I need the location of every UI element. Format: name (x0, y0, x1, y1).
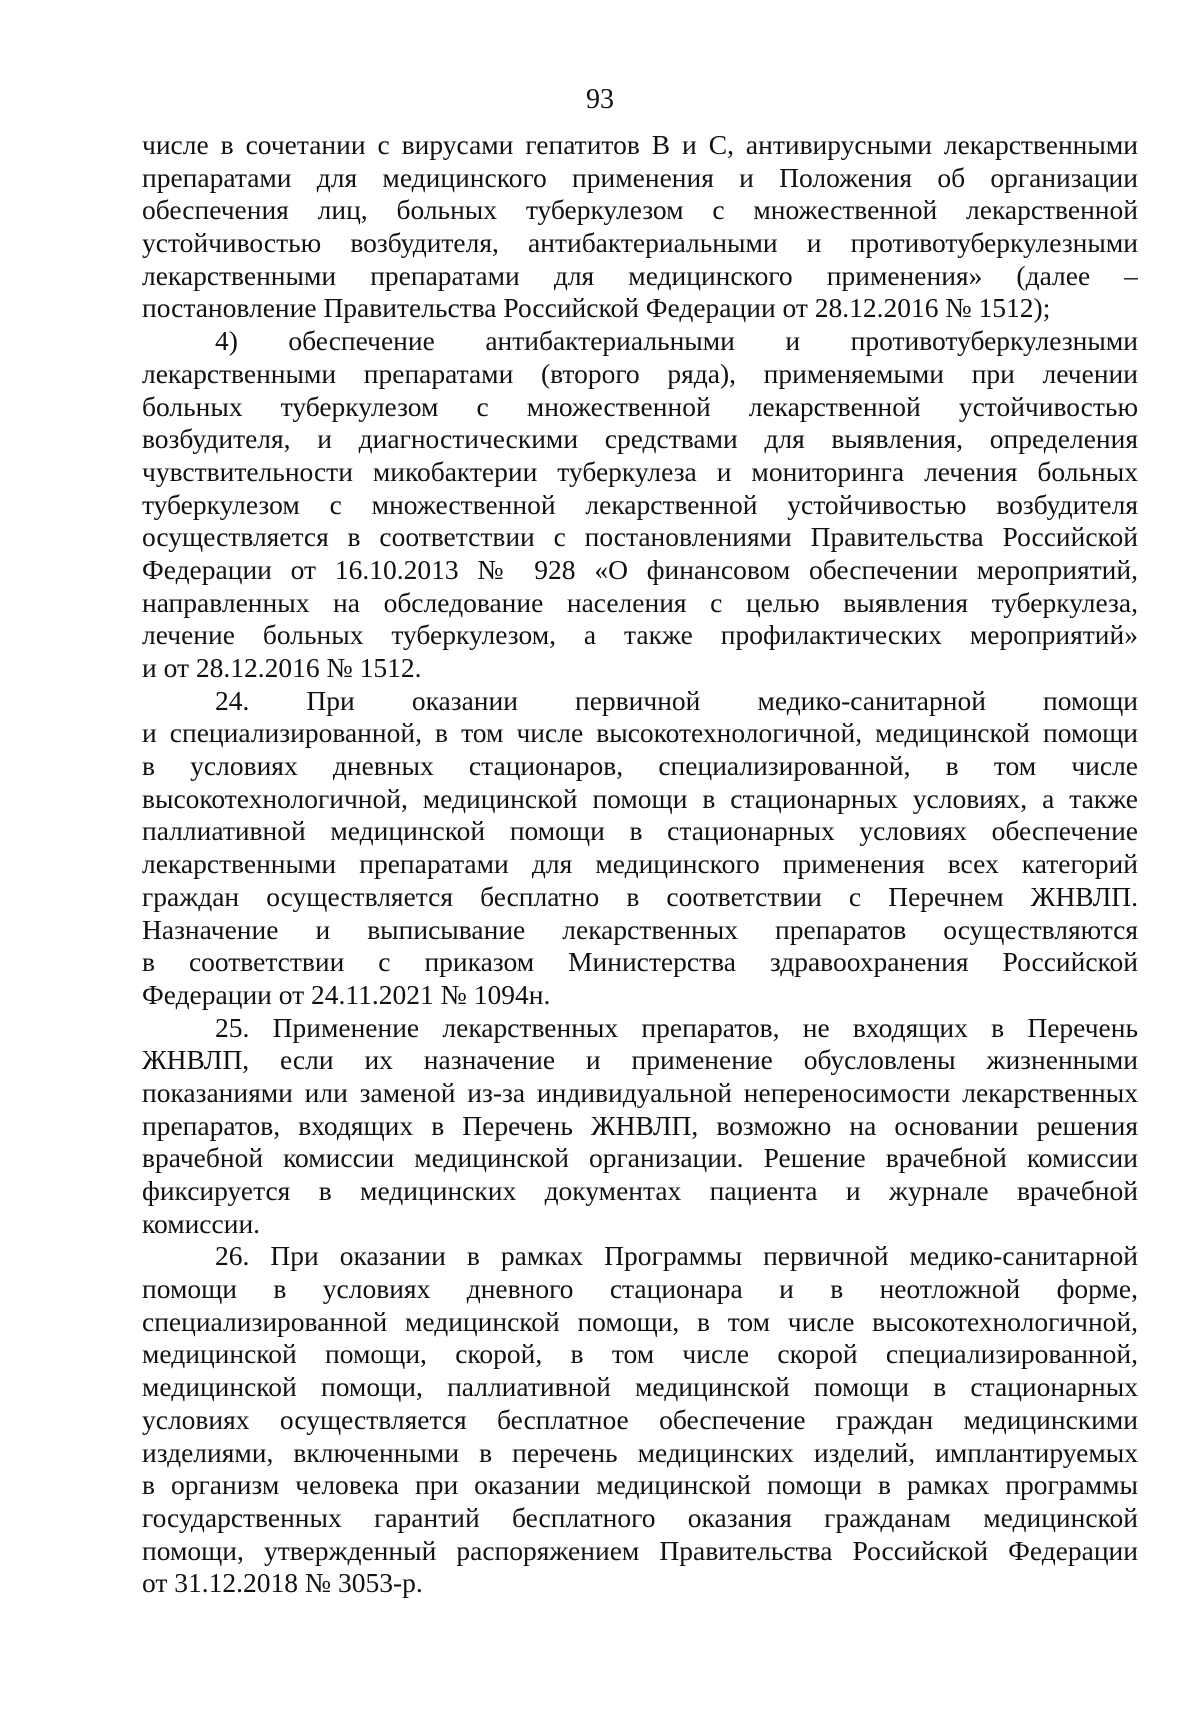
text-line: в соответствии с приказом Министерства здравоохранения Российской (142, 946, 1138, 978)
text-line: больных туберкулезом с множественной лекарственной устойчивостью (142, 390, 1138, 422)
text-line: осуществляется в соответствии с постановлениями Правительства Российской (142, 521, 1138, 553)
text-line: 26. При оказании в рамках Программы первичной медико-санитарной (215, 1240, 1138, 1272)
text-line: Назначение и выписывание лекарственных препаратов осуществляются (142, 913, 1138, 945)
text-line: в условиях дневных стационаров, специализированной, в том числе (142, 750, 1138, 782)
text-line: высокотехнологичной, медицинской помощи в стационарных условиях, а также (142, 782, 1138, 814)
text-line: помощи в условиях дневного стационара и в неотложной форме, (142, 1273, 1138, 1305)
text-line: туберкулезом с множественной лекарственной устойчивостью возбудителя (142, 488, 1138, 520)
text-line: государственных гарантий бесплатного оказания гражданам медицинской (142, 1501, 1138, 1533)
text-line: врачебной комиссии медицинской организации. Решение врачебной комиссии (142, 1142, 1138, 1174)
text-line: граждан осуществляется бесплатно в соответствии с Перечнем ЖНВЛП. (142, 880, 1138, 912)
text-line: условиях осуществляется бесплатное обеспечение граждан медицинскими (142, 1403, 1138, 1435)
text-line: от 31.12.2018 № 3053-р. (142, 1567, 423, 1599)
text-line: изделиями, включенными в перечень медицинских изделий, имплантируемых (142, 1436, 1138, 1468)
text-line: обеспечения лиц, больных туберкулезом с множественной лекарственной (142, 194, 1138, 226)
document-body (142, 129, 1138, 1600)
text-line: лекарственными препаратами для медицинского применения» (далее – (142, 259, 1138, 291)
text-line: и от 28.12.2016 № 1512. (142, 652, 422, 683)
text-line: препаратов, входящих в Перечень ЖНВЛП, возможно на основании решения (142, 1109, 1138, 1141)
text-line: паллиативной медицинской помощи в стационарных условиях обеспечение (142, 815, 1138, 847)
text-line: Федерации от 24.11.2021 № 1094н. (142, 978, 551, 1010)
text-line: медицинской помощи, скорой, в том числе скорой специализированной, (142, 1338, 1138, 1370)
text-line: лекарственными препаратами (второго ряда), применяемыми при лечении (142, 357, 1138, 389)
text-line: медицинской помощи, паллиативной медицинской помощи в стационарных (142, 1371, 1138, 1403)
text-line: 24. При оказании первичной медико-санитарной помощи (215, 684, 1138, 716)
text-line: и специализированной, в том числе высокотехнологичной, медицинской помощи (142, 717, 1138, 749)
text-line: в организм человека при оказании медицинской помощи в рамках программы (142, 1469, 1138, 1501)
text-line: постановление Правительства Российской Федерации от 28.12.2016 № 1512); (142, 292, 1051, 324)
text-line: Федерации от 16.10.2013 № 928 «О финансовом обеспечении мероприятий, (142, 553, 1138, 585)
text-line: лекарственными препаратами для медицинского применения всех категорий (142, 848, 1138, 880)
text-line: 25. Применение лекарственных препаратов, не входящих в Перечень (215, 1011, 1138, 1043)
text-line: лечение больных туберкулезом, а также профилактических мероприятий» (142, 619, 1138, 651)
text-line: числе в сочетании с вирусами гепатитов B и C, антивирусными лекарственными (142, 129, 1138, 160)
text-line: помощи, утвержденный распоряжением Правительства Российской Федерации (142, 1534, 1138, 1566)
text-line: препаратами для медицинского применения и Положения об организации (142, 161, 1138, 193)
text-line: чувствительности микобактерии туберкулеза и мониторинга лечения больных (142, 455, 1138, 487)
text-line: специализированной медицинской помощи, в том числе высокотехнологичной, (142, 1305, 1138, 1337)
text-line: 4) обеспечение антибактериальными и противотуберкулезными (215, 325, 1138, 357)
text-line: направленных на обследование населения с целью выявления туберкулеза, (142, 586, 1138, 618)
text-line: возбудителя, и диагностическими средствами для выявления, определения (142, 423, 1138, 455)
text-line: устойчивостью возбудителя, антибактериальными и противотуберкулезными (142, 227, 1138, 259)
text-line: показаниями или заменой из-за индивидуальной непереносимости лекарственных (142, 1076, 1138, 1108)
text-line: фиксируется в медицинских документах пациента и журнале врачебной (142, 1175, 1138, 1206)
page-number: 93 (586, 84, 614, 115)
text-line: ЖНВЛП, если их назначение и применение обусловлены жизненными (142, 1044, 1138, 1076)
text-line: комиссии. (142, 1207, 261, 1239)
